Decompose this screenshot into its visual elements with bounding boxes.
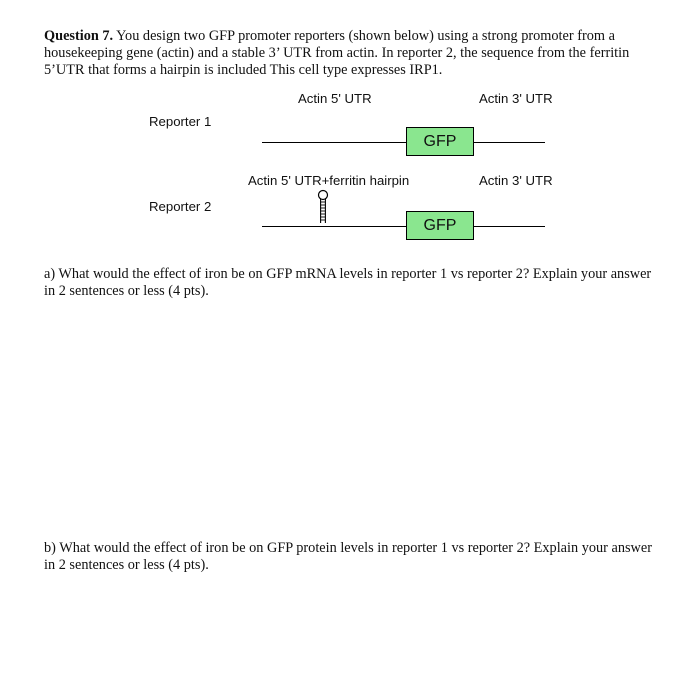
hairpin-icon bbox=[316, 190, 330, 226]
reporter1-label: Reporter 1 bbox=[149, 114, 212, 129]
question-intro bbox=[44, 28, 654, 79]
reporter1-utr3-line bbox=[474, 142, 545, 143]
reporter1-utr5-line bbox=[262, 142, 407, 143]
reporter2-utr5-label: Actin 5' UTR+ferritin hairpin bbox=[248, 173, 410, 188]
reporter1-gfp-box: GFP bbox=[406, 127, 474, 156]
reporter1-utr5-label: Actin 5' UTR bbox=[298, 91, 372, 106]
reporter2-gfp-box: GFP bbox=[406, 211, 474, 240]
question-number: Question 7. bbox=[44, 28, 114, 44]
question-part-b: b) What would the effect of iron be on GFP protein levels in reporter 1 vs reporter 2? Explain your answer in 2 sentences or less (4 pts). bbox=[44, 540, 652, 573]
question-text: You design two GFP promoter reporters (shown below) using a strong promoter from a housekeeping gene (actin) and a stable 3’ UTR from actin. In reporter 2, the sequence from the ferritin 5’UTR that forms a hairpin is included This cell type expresses IRP1. bbox=[44, 28, 630, 78]
reporter2-label: Reporter 2 bbox=[149, 199, 212, 214]
question-part-a: a) What would the effect of iron be on GFP mRNA levels in reporter 1 vs reporter 2? Explain your answer in 2 sentences or less (4 pts). bbox=[44, 266, 652, 299]
reporter2-utr3-line bbox=[474, 226, 545, 227]
reporter2-utr5-line bbox=[262, 226, 407, 227]
reporter1-utr3-label: Actin 3' UTR bbox=[479, 91, 553, 106]
reporter2-utr3-label: Actin 3' UTR bbox=[479, 173, 553, 188]
